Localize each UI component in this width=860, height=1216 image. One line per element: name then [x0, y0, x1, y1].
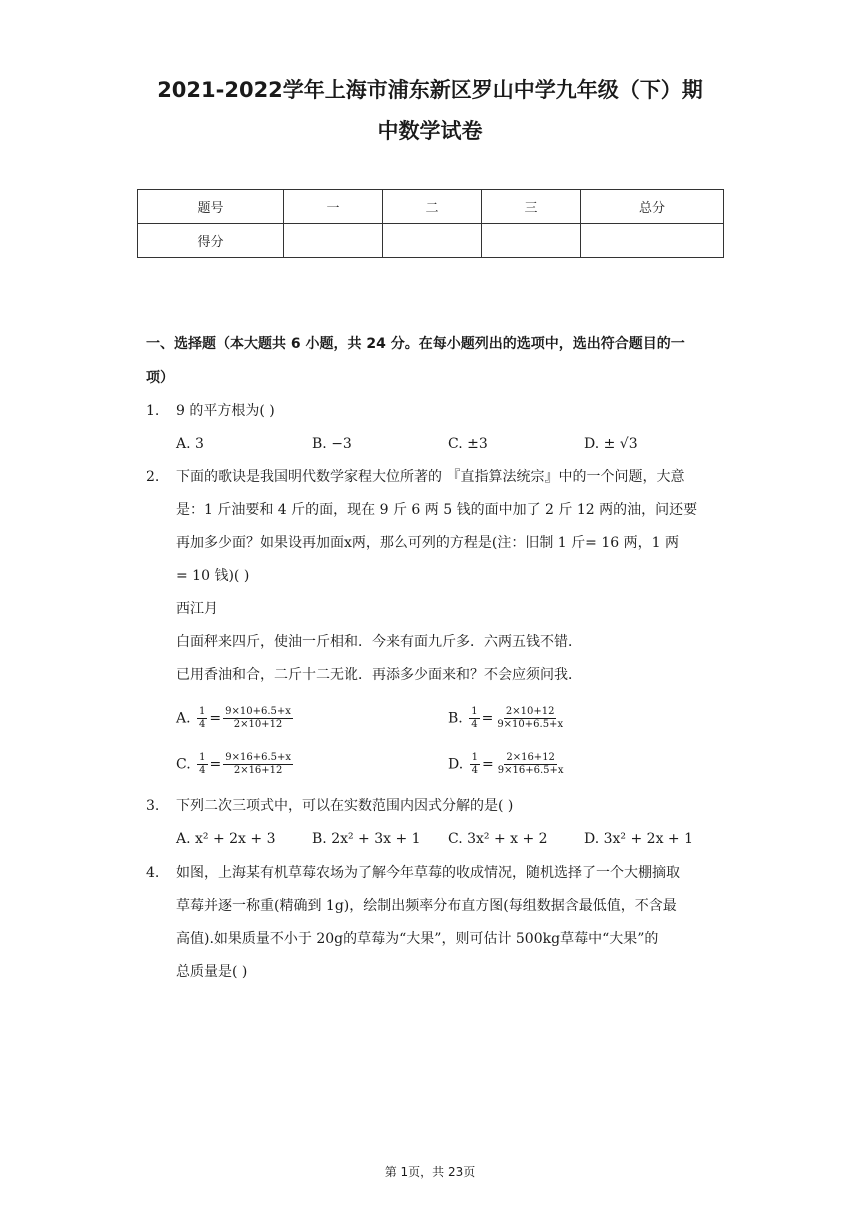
numerator: 2×16+12	[506, 752, 555, 763]
page-footer: 第 1页，共 23页	[384, 1165, 476, 1179]
score-cell	[581, 224, 724, 258]
question-4	[146, 857, 721, 989]
option-c: C. 3x² + x + 2	[448, 831, 548, 847]
option-d	[448, 752, 568, 777]
option-d: D. ± √3	[584, 436, 638, 452]
question-text-line: 再加多少面？如果设再加面x两，那么可列的方程是(注：旧制 1 斤= 16 两，1 两	[176, 535, 679, 551]
denominator: 4	[199, 719, 206, 730]
question-3-options	[176, 831, 721, 857]
denominator: 9×16+6.5+x	[497, 765, 564, 776]
numerator: 9×16+6.5+x	[225, 752, 292, 763]
score-cell	[383, 224, 482, 258]
poem-title: 西江月	[176, 601, 218, 617]
question-text-line: 总质量是( )	[176, 964, 248, 980]
denominator: 2×16+12	[233, 765, 283, 776]
numerator: 9×10+6.5+x	[225, 706, 291, 717]
score-header-cell: 总分	[581, 190, 724, 224]
fraction	[223, 706, 293, 731]
question-text-line: = 10 钱)( )	[176, 568, 250, 584]
section-heading	[146, 327, 721, 395]
document-title	[120, 70, 740, 152]
option-a: A. x² + 2x + 3	[176, 831, 276, 847]
score-cell	[482, 224, 581, 258]
numerator: 2×10+12	[505, 706, 555, 717]
title-line-2: 中数学试卷	[377, 119, 483, 143]
option-b: B. −3	[312, 436, 352, 452]
option-c: C. ±3	[448, 436, 488, 452]
score-table-score-row	[138, 224, 724, 258]
option-a	[176, 706, 295, 731]
numerator: 1	[199, 706, 206, 717]
option-b	[448, 706, 567, 731]
score-header-cell: 三	[482, 190, 581, 224]
title-line-1: 2021-2022学年上海市浦东新区罗山中学九年级（下）期	[157, 78, 703, 102]
question-number: 2.	[146, 469, 160, 485]
question-3	[146, 790, 721, 823]
question-text-line: 是：1 斤油要和 4 斤的面，现在 9 斤 6 两 5 钱的面中加了 2 斤 12 两的油，问还要	[176, 502, 698, 518]
fraction	[495, 706, 565, 731]
fraction	[469, 706, 479, 731]
option-label: B.	[448, 710, 463, 727]
question-2-options-row-1	[176, 706, 721, 740]
denominator: 4	[199, 765, 206, 776]
score-header-cell: 一	[284, 190, 383, 224]
option-d: D. 3x² + 2x + 1	[584, 831, 694, 847]
poem-line: 已用香油和合，二斤十二无讹．再添多少面来和？不会应须问我．	[176, 667, 582, 683]
option-a: A. 3	[176, 436, 204, 452]
score-table	[137, 189, 724, 258]
question-1	[146, 395, 721, 428]
question-number: 3.	[146, 798, 160, 814]
score-table-header-row	[138, 190, 724, 224]
equals-sign: =	[209, 756, 222, 773]
option-c	[176, 752, 295, 777]
question-2	[146, 461, 721, 692]
denominator: 4	[471, 719, 478, 730]
score-row-label: 得分	[138, 224, 284, 258]
question-text: 下列二次三项式中，可以在实数范围内因式分解的是( )	[176, 798, 514, 814]
question-text-line: 高值).如果质量不小于 20g的草莓为“大果”，则可估计 500kg草莓中“大果”的	[176, 931, 659, 947]
question-1-options	[176, 436, 721, 462]
score-cell	[284, 224, 383, 258]
fraction	[470, 752, 480, 777]
denominator: 2×10+12	[233, 719, 283, 730]
numerator: 1	[199, 752, 206, 763]
numerator: 1	[471, 752, 479, 763]
fraction	[197, 752, 207, 777]
question-text-line: 下面的歌诀是我国明代数学家程大位所著的 『直指算法统宗』中的一个问题，大意	[176, 469, 685, 485]
option-b: B. 2x² + 3x + 1	[312, 831, 421, 847]
numerator: 1	[471, 706, 478, 717]
option-label: C.	[176, 756, 191, 773]
fraction	[197, 706, 207, 731]
score-header-cell: 题号	[138, 190, 284, 224]
section-heading-line-1: 一、选择题（本大题共 6 小题，共 24 分。在每小题列出的选项中，选出符合题目的一	[146, 336, 685, 352]
poem-line: 白面秤来四斤，使油一斤相和．今来有面九斤多．六两五钱不错．	[176, 634, 582, 650]
equals-sign: =	[482, 756, 494, 773]
fraction	[223, 752, 293, 777]
question-text: 9 的平方根为( )	[176, 403, 275, 419]
equals-sign: =	[481, 710, 494, 727]
question-number: 4.	[146, 865, 160, 881]
option-label: D.	[448, 756, 464, 773]
denominator: 4	[471, 765, 479, 776]
question-number: 1.	[146, 403, 160, 419]
denominator: 9×10+6.5+x	[497, 719, 564, 730]
question-2-options-row-2	[176, 752, 721, 786]
section-heading-line-2: 项）	[146, 370, 174, 386]
question-text-line: 如图，上海某有机草莓农场为了解今年草莓的收成情况，随机选择了一个大棚摘取	[176, 865, 680, 881]
equals-sign: =	[209, 710, 222, 727]
question-text-line: 草莓并逐一称重(精确到 1g)，绘制出频率分布直方图(每组数据含最低值，不含最	[176, 898, 677, 914]
fraction	[496, 752, 566, 777]
score-header-cell: 二	[383, 190, 482, 224]
option-label: A.	[176, 710, 191, 727]
